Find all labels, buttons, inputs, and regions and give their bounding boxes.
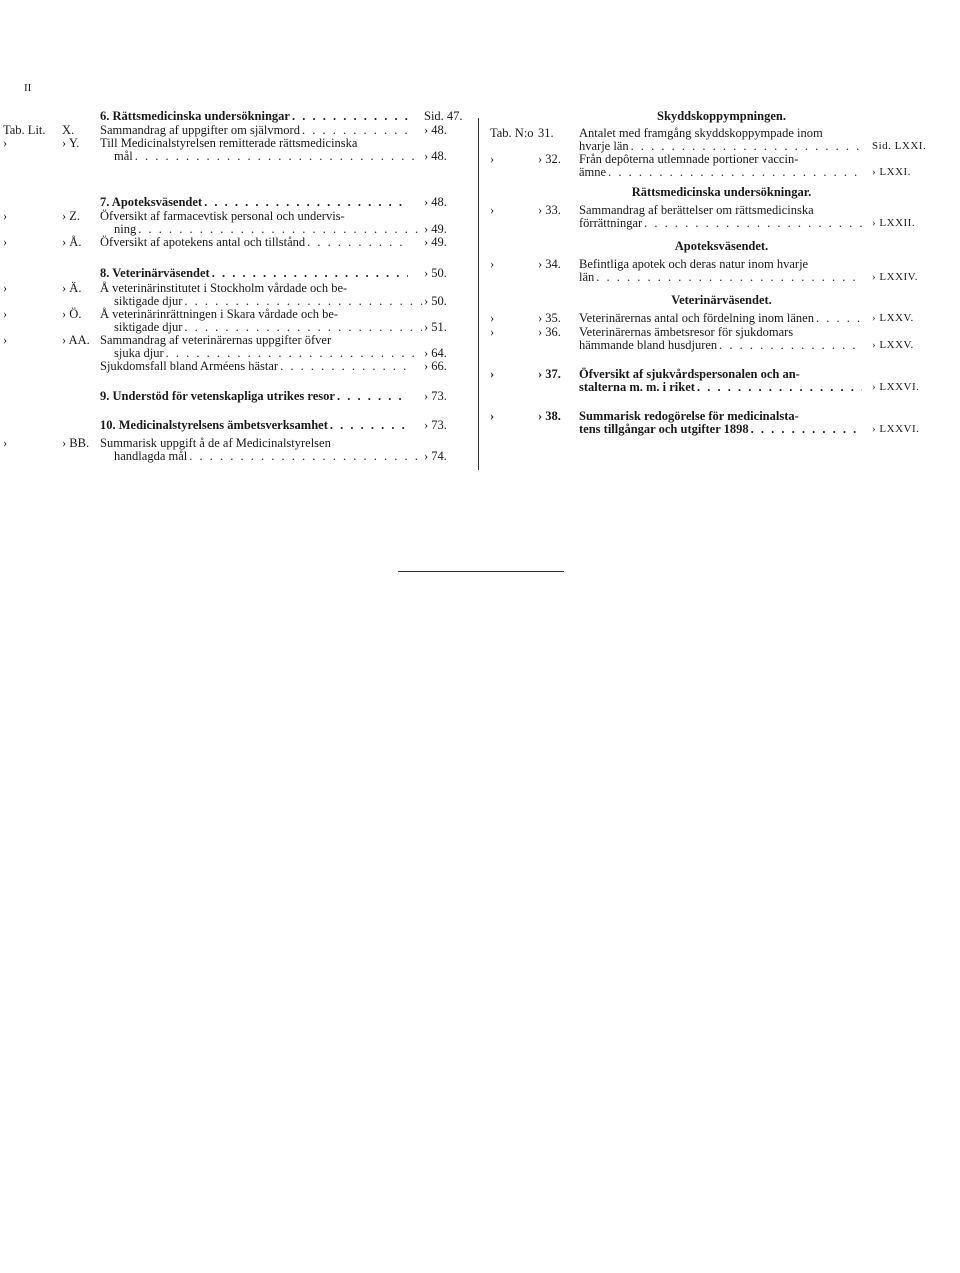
table-label: › (3, 136, 8, 150)
dot-leader (644, 217, 862, 230)
table-number: X. (62, 123, 75, 137)
dot-leader (307, 236, 408, 249)
page-ref: Sid. LXXI. (872, 140, 927, 152)
section-heading (0, 390, 468, 403)
page-ref: › 64. (424, 346, 447, 360)
table-label: › (3, 235, 8, 249)
entry-title: Öfversikt af apotekens antal och tillstånd (100, 235, 306, 249)
section-heading (490, 110, 940, 123)
table-entry (490, 326, 940, 352)
bottom-rule (398, 571, 564, 572)
page-ref: › 66. (424, 359, 447, 373)
page-ref: › LXXI. (872, 166, 911, 178)
table-number: › Ö. (62, 307, 82, 321)
entry-title: Till Medicinalstyrelsen remitterade rättsmedicinska (100, 136, 358, 150)
dot-leader (212, 267, 408, 280)
entry-title: Antalet med framgång skyddskoppympade inom (579, 126, 823, 140)
section-heading (0, 267, 468, 280)
entry-title: Öfversikt af farmacevtisk personal och undervis- (100, 209, 345, 223)
section-title: 10. Medicinalstyrelsens ämbetsverksamhet (100, 418, 328, 432)
table-number: › 34. (538, 257, 561, 271)
table-label: › (490, 152, 495, 166)
table-label: › (490, 311, 495, 325)
table-label: › (3, 209, 8, 223)
section-title: 8. Veterinärväsendet (100, 266, 210, 280)
page-ref: Sid. 47. (424, 109, 463, 123)
table-number: › Z. (62, 209, 81, 223)
section-heading (0, 419, 468, 432)
table-label: › (490, 409, 495, 423)
page-ref: › LXXIV. (872, 271, 918, 283)
page-ref: › LXXVI. (872, 423, 920, 435)
entry-title: Å veterinärinstitutet i Stockholm vårdade och be- (100, 281, 348, 295)
page-ref: › 49. (424, 222, 447, 236)
page-ref: › LXXII. (872, 217, 916, 229)
table-entry (0, 437, 468, 463)
table-label: › (3, 436, 8, 450)
page-ref: › LXXV. (872, 312, 914, 324)
table-entry (490, 127, 940, 153)
entry-title: hämmande bland husdjuren (579, 338, 718, 352)
entry-title: län (579, 270, 595, 284)
entry-title: Sammandrag af berättelser om rättsmedicinska (579, 203, 814, 217)
entry-title: tens tillgångar och utgifter 1898 (579, 422, 749, 436)
page-ref: › 48. (424, 149, 447, 163)
table-label: › (490, 257, 495, 271)
table-label: › (490, 367, 495, 381)
table-number: › 37. (538, 367, 561, 381)
section-title: Apoteksväsendet. (674, 239, 769, 253)
entry-title: Öfversikt af sjukvårdspersonalen och an- (579, 367, 800, 381)
table-label: › (3, 281, 8, 295)
entry-title: siktigade djur (114, 320, 183, 334)
table-number: › 32. (538, 152, 561, 166)
dot-leader (280, 360, 408, 373)
entry-title: Befintliga apotek och deras natur inom hvarje (579, 257, 809, 271)
dot-leader (751, 423, 862, 436)
entry-title: Å veterinärinrättningen i Skara vårdade och be- (100, 307, 339, 321)
table-entry (0, 282, 468, 308)
table-number: 31. (538, 126, 554, 140)
dot-leader (596, 271, 862, 284)
table-number: › 33. (538, 203, 561, 217)
column-divider (478, 118, 479, 470)
entry-title: Från depôterna utlemnade portioner vaccin- (579, 152, 799, 166)
section-title: Rättsmedicinska undersökningar. (631, 185, 812, 199)
page-number: II (24, 82, 32, 94)
dot-leader (816, 312, 862, 325)
table-entry (490, 258, 940, 284)
entry-title: förrättningar (579, 216, 643, 230)
section-title: 9. Understöd för vetenskapliga utrikes resor (100, 389, 335, 403)
table-number: › AA. (62, 333, 90, 347)
entry-title: siktigade djur (114, 294, 183, 308)
entry-title: Veterinärernas antal och fördelning inom länen (579, 311, 814, 325)
table-number: › 36. (538, 325, 561, 339)
page-ref: › 73. (424, 389, 447, 403)
page-ref: › 48. (424, 195, 447, 209)
page-ref: › LXXVI. (872, 381, 920, 393)
page-ref: › 48. (424, 123, 447, 137)
dot-leader (337, 390, 408, 403)
page-ref: › 49. (424, 235, 447, 249)
page-ref: › 50. (424, 294, 447, 308)
dot-leader (697, 381, 862, 394)
page-ref: › LXXV. (872, 339, 914, 351)
table-number: › 38. (538, 409, 561, 423)
entry-title: Veterinärernas ämbetsresor för sjukdomars (579, 325, 794, 339)
table-number: › Å. (62, 235, 82, 249)
dot-leader (135, 150, 422, 163)
entry-title: hvarje län (579, 139, 629, 153)
entry-title: Sammandrag af veterinärernas uppgifter öfver (100, 333, 332, 347)
section-heading (490, 186, 940, 199)
section-heading (0, 196, 468, 209)
dot-leader (292, 110, 408, 123)
table-number: › Ä. (62, 281, 82, 295)
dot-leader (330, 419, 408, 432)
table-entry (0, 360, 468, 373)
entry-title: Sammandrag af uppgifter om självmord (100, 123, 300, 137)
entry-title: Sjukdomsfall bland Arméens hästar (100, 359, 279, 373)
table-entry (0, 236, 468, 249)
table-label: › (490, 325, 495, 339)
page-ref: › 51. (424, 320, 447, 334)
table-entry (490, 312, 940, 325)
table-label: › (3, 307, 8, 321)
table-number: › Y. (62, 136, 80, 150)
section-heading (490, 294, 940, 307)
table-number: › 35. (538, 311, 561, 325)
table-entry (490, 153, 940, 179)
section-title: Veterinärväsendet. (671, 293, 772, 307)
entry-title: Summarisk redogörelse för medicinalsta- (579, 409, 799, 423)
entry-title: ämne (579, 165, 607, 179)
page-ref: › 73. (424, 418, 447, 432)
dot-leader (204, 196, 408, 209)
entry-title: stalterna m. m. i riket (579, 380, 695, 394)
entry-title: ning (114, 222, 137, 236)
entry-title: handlagda mål (114, 449, 188, 463)
table-label: › (490, 203, 495, 217)
table-entry (0, 137, 468, 163)
table-entry (0, 210, 468, 236)
section-heading (0, 110, 468, 123)
table-label: Tab. N:o (490, 126, 534, 140)
page-ref: › 50. (424, 266, 447, 280)
dot-leader (608, 166, 862, 179)
entry-title: Summarisk uppgift å de af Medicinalstyrelsen (100, 436, 331, 450)
table-entry (0, 334, 468, 360)
section-title: 6. Rättsmedicinska undersökningar (100, 109, 290, 123)
table-entry (490, 204, 940, 230)
entry-title: sjuka djur (114, 346, 164, 360)
section-title: Skyddskoppympningen. (657, 109, 786, 123)
section-heading (490, 240, 940, 253)
table-entry (490, 410, 940, 436)
table-label: Tab. Lit. (3, 123, 46, 137)
section-title: 7. Apoteksväsendet (100, 195, 203, 209)
table-entry (0, 308, 468, 334)
page-ref: › 74. (424, 449, 447, 463)
dot-leader (189, 450, 422, 463)
dot-leader (719, 339, 862, 352)
table-entry (490, 368, 940, 394)
table-label: › (3, 333, 8, 347)
entry-title: mål (114, 149, 133, 163)
table-number: › BB. (62, 436, 90, 450)
